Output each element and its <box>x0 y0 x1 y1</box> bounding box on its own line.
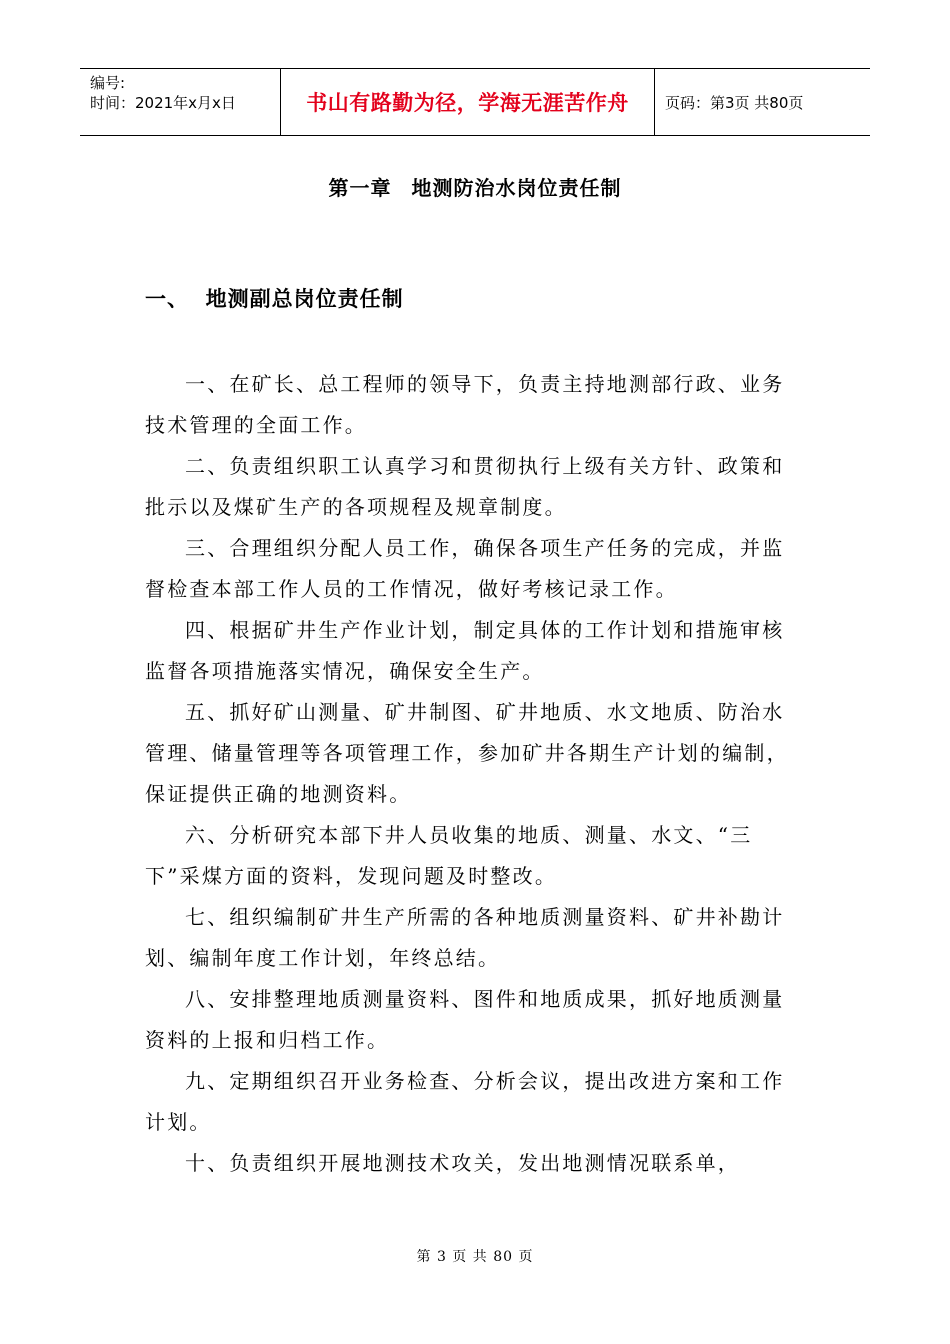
document-time-label: 时间：2021年x月x日 <box>90 94 236 112</box>
header-page-info: 页码：第3页 共80页 <box>665 93 804 112</box>
duty-paragraph-5: 五、抓好矿山测量、矿井制图、矿井地质、水文地质、防治水管理、储量管理等各项管理工作，参加矿井各期生产计划的编制，保证提供正确的地测资料。 <box>145 700 789 806</box>
page-header <box>80 68 870 136</box>
section-title: 一、 地测副总岗位责任制 <box>145 287 404 311</box>
duty-paragraph-2: 二、负责组织职工认真学习和贯彻执行上级有关方针、政策和批示以及煤矿生产的各项规程及规章制度。 <box>145 454 785 519</box>
header-motto: 书山有路勤为径，学海无涯苦作舟 <box>281 69 655 135</box>
duty-paragraph-3: 三、合理组织分配人员工作，确保各项生产任务的完成，并监督检查本部工作人员的工作情况，做好考核记录工作。 <box>145 536 785 601</box>
duty-list <box>145 364 805 1184</box>
duty-paragraph-8: 八、安排整理地质测量资料、图件和地质成果，抓好地质测量资料的上报和归档工作。 <box>145 987 785 1052</box>
duty-paragraph-9: 九、定期组织召开业务检查、分析会议，提出改进方案和工作计划。 <box>145 1069 785 1134</box>
document-number-label: 编号: <box>90 74 126 92</box>
duty-paragraph-1: 一、在矿长、总工程师的领导下，负责主持地测部行政、业务技术管理的全面工作。 <box>145 372 785 437</box>
duty-paragraph-10: 十、负责组织开展地测技术攻关，发出地测情况联系单， <box>185 1151 740 1175</box>
duty-paragraph-6: 六、分析研究本部下井人员收集的地质、测量、水文、“三下”采煤方面的资料，发现问题及时整改。 <box>145 823 753 888</box>
duty-paragraph-7: 七、组织编制矿井生产所需的各种地质测量资料、矿井补勘计划、编制年度工作计划，年终总结。 <box>145 905 785 970</box>
page-footer: 第 3 页 共 80 页 <box>416 1249 534 1265</box>
duty-paragraph-4: 四、根据矿井生产作业计划，制定具体的工作计划和措施审核监督各项措施落实情况，确保安全生产。 <box>145 618 785 683</box>
chapter-title: 第一章 地测防治水岗位责任制 <box>328 176 622 200</box>
header-meta <box>80 69 281 135</box>
